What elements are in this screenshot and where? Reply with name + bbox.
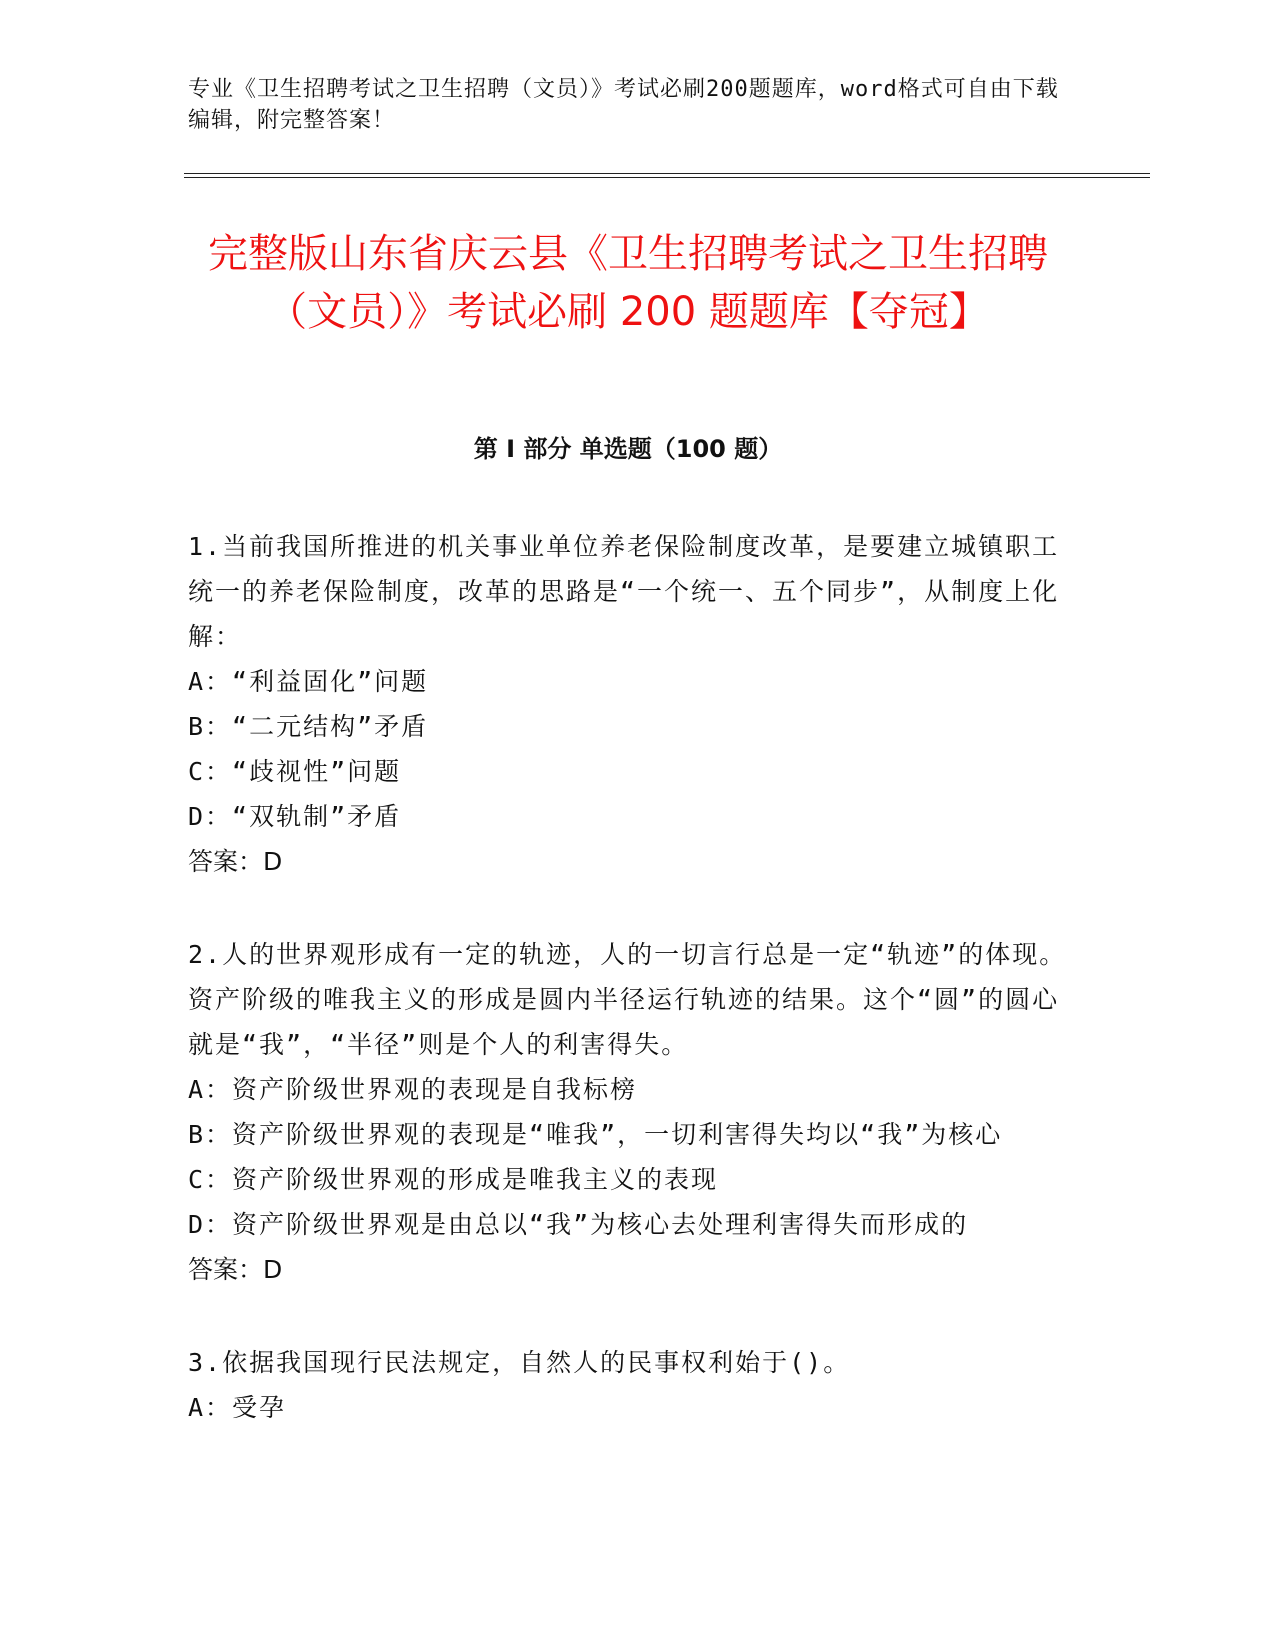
question-1 — [188, 524, 1068, 884]
answer-line: 答案：D — [188, 847, 283, 876]
option-d: D：资产阶级世界观是由总以“我”为核心去处理利害得失而形成的 — [188, 1210, 969, 1239]
question-stem: 1.当前我国所推进的机关事业单位养老保险制度改革，是要建立城镇职工统一的养老保险制度，改革的思路是“一个统一、五个同步”，从制度上化解： — [188, 532, 1060, 651]
option-c: C：资产阶级世界观的形成是唯我主义的表现 — [188, 1165, 719, 1194]
document-title: 完整版山东省庆云县《卫生招聘考试之卫生招聘（文员）》考试必刷 200 题题库【夺冠】 — [208, 231, 1048, 335]
header-divider — [184, 173, 1150, 178]
question-stem: 3.依据我国现行民法规定，自然人的民事权利始于()。 — [188, 1348, 851, 1377]
section-heading: 第 I 部分 单选题（100 题） — [473, 435, 783, 463]
question-2 — [188, 932, 1068, 1292]
option-b: B：资产阶级世界观的表现是“唯我”，一切利害得失均以“我”为核心 — [188, 1120, 1003, 1149]
option-d: D：“双轨制”矛盾 — [188, 802, 402, 831]
option-a: A：“利益固化”问题 — [188, 667, 429, 696]
question-list — [188, 524, 1068, 1478]
header-note: 专业《卫生招聘考试之卫生招聘（文员）》考试必刷200题题库，word格式可自由下载编辑，附完整答案！ — [188, 77, 1059, 133]
answer-line: 答案：D — [188, 1255, 283, 1284]
question-stem: 2.人的世界观形成有一定的轨迹，人的一切言行总是一定“轨迹”的体现。资产阶级的唯我主义的形成是圆内半径运行轨迹的结果。这个“圆”的圆心就是“我”，“半径”则是个人的利害得失。 — [188, 940, 1067, 1059]
option-a: A：资产阶级世界观的表现是自我标榜 — [188, 1075, 638, 1104]
question-3 — [188, 1340, 1068, 1430]
option-a: A：受孕 — [188, 1393, 287, 1422]
option-b: B：“二元结构”矛盾 — [188, 712, 429, 741]
option-c: C：“歧视性”问题 — [188, 757, 402, 786]
